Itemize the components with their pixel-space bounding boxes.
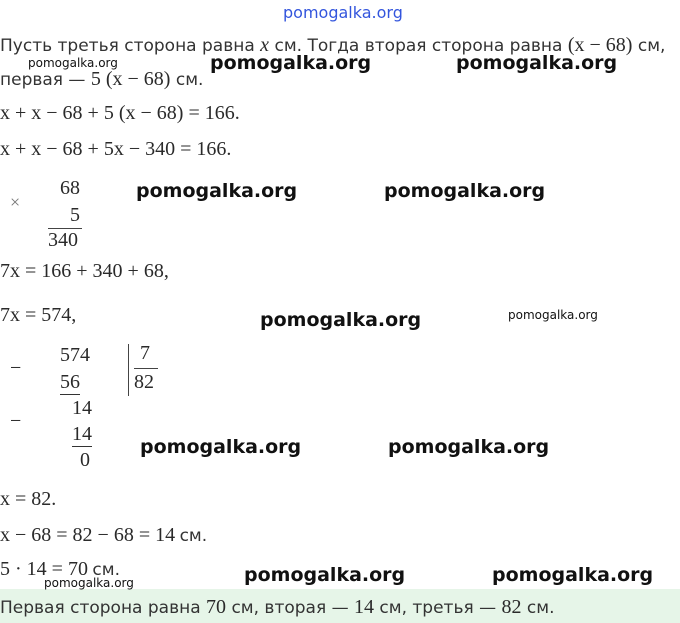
watermark-small: pomogalka.org — [508, 308, 598, 322]
intro-text: см. — [175, 70, 204, 90]
quotient: 82 — [134, 371, 154, 393]
watermark-small: pomogalka.org — [44, 576, 134, 590]
equation-5: x = 82. — [0, 488, 57, 510]
multiplier: 5 — [70, 204, 80, 226]
division-bracket — [128, 344, 129, 396]
equation-1: x + x − 68 + 5 (x − 68) = 166. — [0, 102, 240, 124]
answer-text: Первая сторона равна 70 см, вторая — 14 см, третья — 82 см. — [0, 596, 555, 618]
watermark: pomogalka.org — [384, 180, 546, 202]
intro-text: первая — — [0, 70, 86, 90]
expression: (x − 68) — [567, 34, 633, 56]
watermark: pomogalka.org — [140, 436, 302, 458]
variable-x: x — [260, 34, 270, 56]
watermark: pomogalka.org — [244, 564, 406, 586]
watermark: pomogalka.org — [260, 309, 422, 331]
minus-sign: − — [10, 410, 22, 432]
divisor-line — [134, 368, 158, 369]
remainder-1: 14 — [72, 397, 92, 419]
subtrahend-2: 14 — [72, 423, 92, 445]
watermark: pomogalka.org — [136, 180, 298, 202]
multiplicand: 68 — [60, 177, 80, 199]
multiply-sign: × — [10, 192, 21, 212]
equation-4: 7x = 574, — [0, 304, 77, 326]
dividend: 574 — [60, 344, 90, 366]
product: 340 — [48, 229, 78, 251]
equation-3: 7x = 166 + 340 + 68, — [0, 260, 169, 282]
equation-7: 5 · 14 = 70 см. — [0, 558, 120, 580]
remainder-final: 0 — [80, 449, 90, 471]
equation-6: x − 68 = 82 − 68 = 14 см. — [0, 524, 208, 546]
intro-line-2 — [0, 68, 203, 91]
site-watermark: pomogalka.org — [283, 3, 403, 22]
expression: 5 (x − 68) — [90, 68, 171, 90]
watermark: pomogalka.org — [388, 436, 550, 458]
equation-2: x + x − 68 + 5x − 340 = 166. — [0, 138, 232, 160]
watermark: pomogalka.org — [492, 564, 654, 586]
intro-text: см. Тогда вторая сторона равна — [274, 36, 563, 56]
watermark: pomogalka.org — [210, 52, 372, 74]
minus-sign: − — [10, 357, 22, 379]
intro-text: см, — [637, 36, 666, 56]
divisor: 7 — [140, 342, 150, 364]
intro-text: Пусть третья сторона равна — [0, 36, 255, 56]
subtrahend-1: 56 — [60, 371, 80, 393]
watermark-small: pomogalka.org — [28, 56, 118, 70]
watermark: pomogalka.org — [456, 52, 618, 74]
